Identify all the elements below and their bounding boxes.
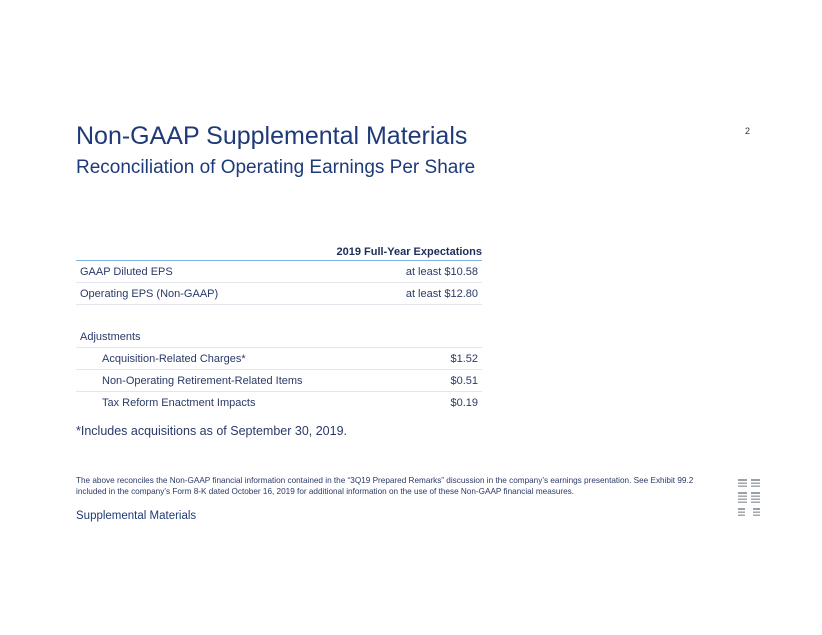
- eps-reconciliation-table: [76, 246, 482, 413]
- row-value: $0.51: [450, 374, 478, 387]
- row-label: Tax Reform Enactment Impacts: [102, 396, 256, 409]
- table-row-retirement-items: [76, 370, 482, 392]
- table-row-adjustments-heading: [76, 326, 482, 348]
- footnote: *Includes acquisitions as of September 30, 2019.: [76, 424, 348, 438]
- table-row-tax-reform: [76, 392, 482, 413]
- table-row-gaap-diluted-eps: [76, 261, 482, 283]
- row-label: Non-Operating Retirement-Related Items: [102, 374, 303, 387]
- table-spacer: [76, 305, 482, 326]
- row-value: at least $12.80: [405, 287, 478, 300]
- disclaimer-text: The above reconciles the Non-GAAP financial information contained in the “3Q19 Prepared Remarks” discussion in the company’s earnings presentation. See Exhibit 99.2 included in the company’s Form 8-K dated October 16, 2019 for additional information on the use of these Non-GAAP financial measures.: [76, 476, 694, 496]
- row-value: at least $10.58: [405, 265, 478, 278]
- page-title: Non-GAAP Supplemental Materials: [76, 122, 468, 150]
- table-row-acquisition-charges: [76, 348, 482, 370]
- column-header: 2019 Full-Year Expectations: [76, 246, 482, 261]
- row-label: Operating EPS (Non-GAAP): [80, 287, 219, 300]
- row-value: $1.52: [450, 352, 478, 365]
- row-label: GAAP Diluted EPS: [80, 265, 173, 278]
- footer-label: Supplemental Materials: [76, 510, 197, 522]
- table-row-operating-eps: [76, 283, 482, 305]
- page-subtitle: Reconciliation of Operating Earnings Per Share: [76, 157, 476, 178]
- row-label: Acquisition-Related Charges*: [102, 352, 246, 365]
- page-number: 2: [745, 126, 751, 136]
- adjustments-label: Adjustments: [80, 330, 141, 343]
- ibm-logo-icon: [736, 478, 762, 518]
- row-value: $0.19: [450, 396, 478, 409]
